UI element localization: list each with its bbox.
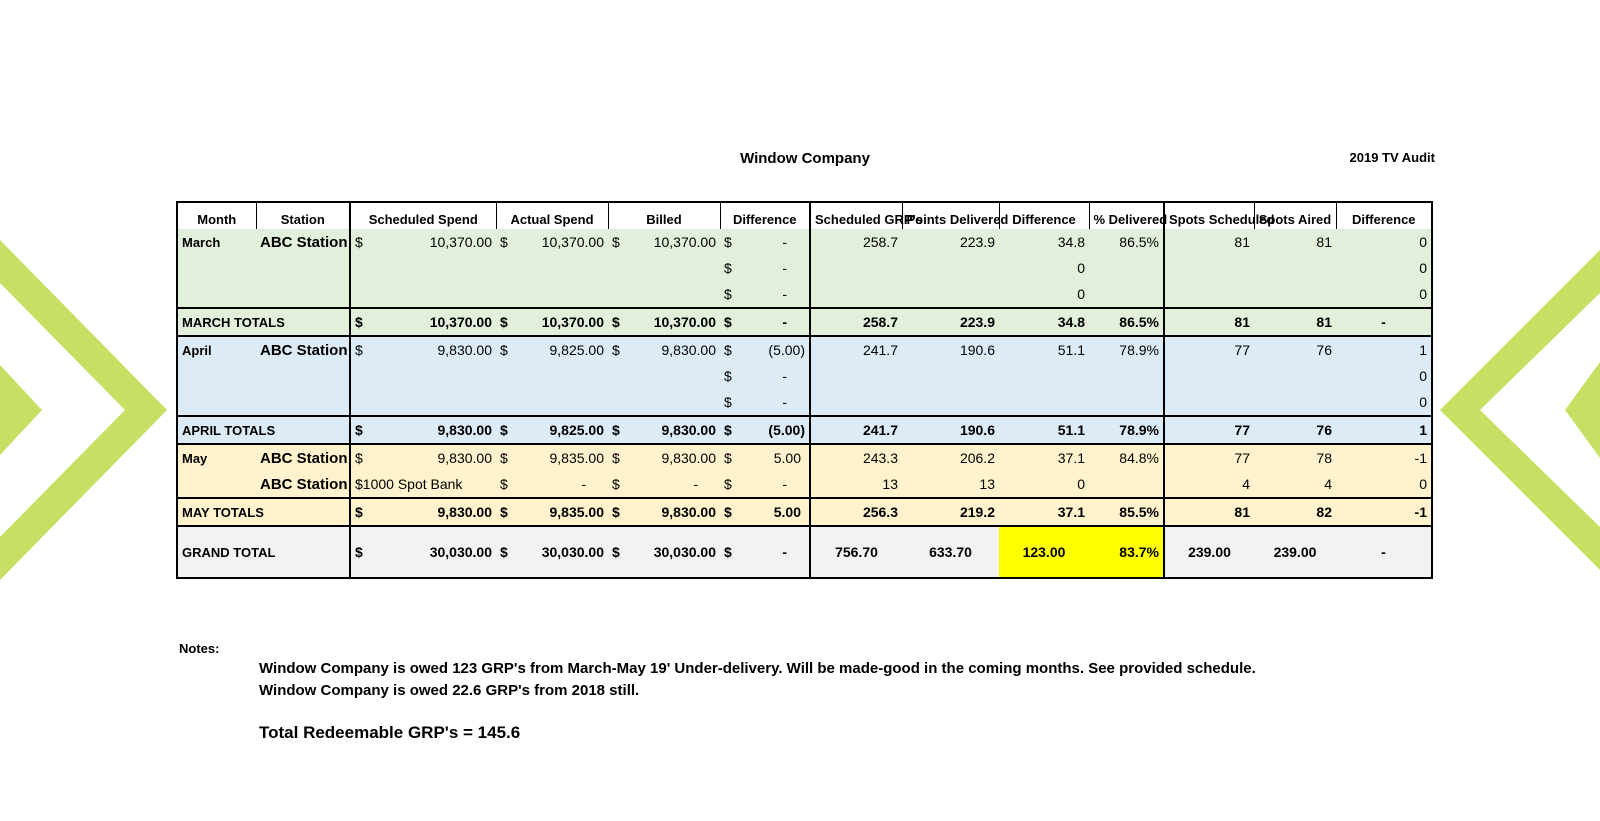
table-row-april-extra	[177, 389, 1432, 416]
col-spots-scheduled: Spots Scheduled	[1164, 202, 1254, 229]
table-row-march-totals	[177, 308, 1432, 336]
points-delivered-cell: 13	[902, 471, 999, 498]
actual-spend-cell: $ 9,825.00	[496, 336, 608, 363]
points-delivered-cell: 633.70	[902, 526, 999, 578]
spots-difference-cell: 0	[1336, 229, 1432, 255]
pct-delivered-cell: 84.8%	[1089, 444, 1164, 471]
points-difference-cell: 34.8	[999, 308, 1089, 336]
spend-difference-cell: $ -	[720, 471, 810, 498]
month-cell: March	[177, 229, 256, 255]
spots-difference-cell: 0	[1336, 471, 1432, 498]
actual-spend-cell: $ 9,825.00	[496, 416, 608, 444]
spots-scheduled-cell: 81	[1164, 229, 1254, 255]
points-delivered-cell: 223.9	[902, 308, 999, 336]
spots-scheduled-cell: 77	[1164, 444, 1254, 471]
points-difference-cell: 51.1	[999, 336, 1089, 363]
spend-difference-cell: $ 5.00	[720, 498, 810, 526]
points-delivered-cell: 190.6	[902, 336, 999, 363]
scheduled-grp-cell: 258.7	[810, 308, 902, 336]
spend-difference-cell: $ -	[720, 308, 810, 336]
spots-scheduled-cell: 77	[1164, 416, 1254, 444]
billed-cell: $ 9,830.00	[608, 336, 720, 363]
spend-difference-cell: $ 5.00	[720, 444, 810, 471]
points-difference-cell: 51.1	[999, 416, 1089, 444]
spots-aired-cell: 82	[1254, 498, 1336, 526]
scheduled-spend-cell: $ 30,030.00	[350, 526, 496, 578]
points-delivered-cell: 223.9	[902, 229, 999, 255]
col-spots-difference: Difference	[1336, 202, 1432, 229]
page-subtitle: 2019 TV Audit	[1349, 150, 1435, 165]
points-difference-cell: 0	[999, 255, 1089, 281]
spend-difference-cell: $ -	[720, 229, 810, 255]
spots-aired-cell: 81	[1254, 308, 1336, 336]
points-delivered-cell: 206.2	[902, 444, 999, 471]
spots-aired-cell: 76	[1254, 336, 1336, 363]
points-delivered-cell: 190.6	[902, 416, 999, 444]
actual-spend-cell: $ 9,835.00	[496, 498, 608, 526]
spend-difference-cell: $ -	[720, 281, 810, 308]
scheduled-grp-cell: 241.7	[810, 336, 902, 363]
scheduled-spend-cell: $ 9,830.00	[350, 336, 496, 363]
billed-cell: $ 9,830.00	[608, 444, 720, 471]
points-delivered-cell: 219.2	[902, 498, 999, 526]
spots-difference-cell: 0	[1336, 363, 1432, 389]
points-difference-cell: 37.1	[999, 498, 1089, 526]
col-month: Month	[197, 212, 237, 227]
pct-delivered-cell: 78.9%	[1089, 336, 1164, 363]
col-spend-difference: Difference	[720, 202, 810, 229]
spots-difference-cell: 0	[1336, 389, 1432, 416]
spots-aired-cell: 81	[1254, 229, 1336, 255]
billed-cell: $ 10,370.00	[608, 229, 720, 255]
table-row-april	[177, 336, 1432, 363]
spots-aired-cell: 78	[1254, 444, 1336, 471]
billed-cell: $ 10,370.00	[608, 308, 720, 336]
scheduled-grp-cell: 258.7	[810, 229, 902, 255]
col-station: Station	[256, 202, 350, 229]
col-scheduled-spend: Scheduled Spend	[350, 202, 496, 229]
station-cell: ABC Station	[256, 229, 350, 255]
scheduled-grp-cell: 13	[810, 471, 902, 498]
points-difference-cell: 0	[999, 281, 1089, 308]
actual-spend-cell: $ 9,835.00	[496, 444, 608, 471]
total-label: MAY TOTALS	[177, 498, 350, 526]
scheduled-spend-cell: $ 9,830.00	[350, 444, 496, 471]
note-line-2: Window Company is owed 22.6 GRP's from 2018 still.	[259, 682, 640, 699]
spots-difference-cell: 0	[1336, 281, 1432, 308]
spots-scheduled-cell: 77	[1164, 336, 1254, 363]
points-difference-cell: 37.1	[999, 444, 1089, 471]
actual-spend-cell: $ 10,370.00	[496, 308, 608, 336]
spots-difference-cell: -1	[1336, 498, 1432, 526]
actual-spend-cell: $ 30,030.00	[496, 526, 608, 578]
month-cell: April	[177, 336, 256, 363]
scheduled-grp-cell: 243.3	[810, 444, 902, 471]
pct-delivered-cell: 86.5%	[1089, 229, 1164, 255]
spots-difference-cell: -1	[1336, 444, 1432, 471]
col-actual-spend: Actual Spend	[496, 202, 608, 229]
table-row-may-spot-bank	[177, 471, 1432, 498]
spots-scheduled-cell: 81	[1164, 498, 1254, 526]
spend-difference-cell: $ (5.00)	[720, 416, 810, 444]
col-spots-aired: Spots Aired	[1254, 202, 1336, 229]
table-row-april-totals	[177, 416, 1432, 444]
notes-label: Notes:	[179, 641, 220, 656]
pct-delivered-cell: 85.5%	[1089, 498, 1164, 526]
spend-difference-cell: $ -	[720, 389, 810, 416]
spend-difference-cell: $ (5.00)	[720, 336, 810, 363]
billed-cell: $ 9,830.00	[608, 416, 720, 444]
col-pct-delivered: % Delivered	[1089, 202, 1164, 229]
billed-cell: $ 30,030.00	[608, 526, 720, 578]
table-row-march-extra	[177, 281, 1432, 308]
pct-delivered-cell: 86.5%	[1089, 308, 1164, 336]
station-cell: ABC Station	[256, 336, 350, 363]
spots-scheduled-cell: 239.00	[1164, 526, 1254, 578]
billed-cell: $ 9,830.00	[608, 498, 720, 526]
points-difference-cell: 0	[999, 471, 1089, 498]
scheduled-spend-cell: $ 10,370.00	[350, 308, 496, 336]
spots-aired-cell: 4	[1254, 471, 1336, 498]
spots-scheduled-cell: 81	[1164, 308, 1254, 336]
spend-difference-cell: $ -	[720, 255, 810, 281]
spots-scheduled-cell: 4	[1164, 471, 1254, 498]
billed-cell: $ -	[608, 471, 720, 498]
note-line-1: Window Company is owed 123 GRP's from March-May 19' Under-delivery. Will be made-good in the coming months. See provided schedule.	[259, 660, 1256, 677]
spots-difference-cell: 1	[1336, 416, 1432, 444]
total-label: APRIL TOTALS	[177, 416, 350, 444]
scheduled-spend-cell: $ 10,370.00	[350, 229, 496, 255]
col-points-delivered: Points Delivered	[902, 202, 999, 229]
scheduled-grp-cell: 241.7	[810, 416, 902, 444]
spots-difference-cell: 0	[1336, 255, 1432, 281]
table-row-may	[177, 444, 1432, 471]
total-redeemable-grps: Total Redeemable GRP's = 145.6	[259, 723, 521, 742]
pct-delivered-cell: 83.7%	[1089, 526, 1164, 578]
spots-aired-cell: 76	[1254, 416, 1336, 444]
col-billed: Billed	[608, 202, 720, 229]
month-cell: May	[177, 444, 256, 471]
col-scheduled-grps: Scheduled GRP's	[810, 202, 902, 229]
spots-difference-cell: 1	[1336, 336, 1432, 363]
spend-difference-cell: $ -	[720, 526, 810, 578]
total-label: MARCH TOTALS	[177, 308, 350, 336]
scheduled-grp-cell: 256.3	[810, 498, 902, 526]
scheduled-spend-cell: $ 9,830.00	[350, 416, 496, 444]
spots-aired-cell: 239.00	[1254, 526, 1336, 578]
actual-spend-cell: $ 10,370.00	[496, 229, 608, 255]
spend-difference-cell: $ -	[720, 363, 810, 389]
points-difference-cell: 123.00	[999, 526, 1089, 578]
scheduled-spend-cell: $1000 Spot Bank	[350, 471, 496, 498]
table-row-march-extra	[177, 255, 1432, 281]
scheduled-spend-cell: $ 9,830.00	[350, 498, 496, 526]
spots-difference-cell: -	[1336, 308, 1432, 336]
page-title: Window Company	[740, 150, 870, 167]
station-cell: ABC Station	[256, 444, 350, 471]
table-row-may-totals	[177, 498, 1432, 526]
table-row-april-extra	[177, 363, 1432, 389]
header-row	[177, 202, 1432, 229]
spots-difference-cell: -	[1336, 526, 1432, 578]
table-row-march	[177, 229, 1432, 255]
grand-total-label: GRAND TOTAL	[177, 526, 350, 578]
points-difference-cell: 34.8	[999, 229, 1089, 255]
station-cell: ABC Station	[256, 471, 350, 498]
pct-delivered-cell: 78.9%	[1089, 416, 1164, 444]
table-row-grand-total	[177, 526, 1432, 578]
col-points-difference: Difference	[999, 202, 1089, 229]
actual-spend-cell: $ -	[496, 471, 608, 498]
audit-table	[176, 201, 1433, 579]
scheduled-grp-cell: 756.70	[810, 526, 902, 578]
